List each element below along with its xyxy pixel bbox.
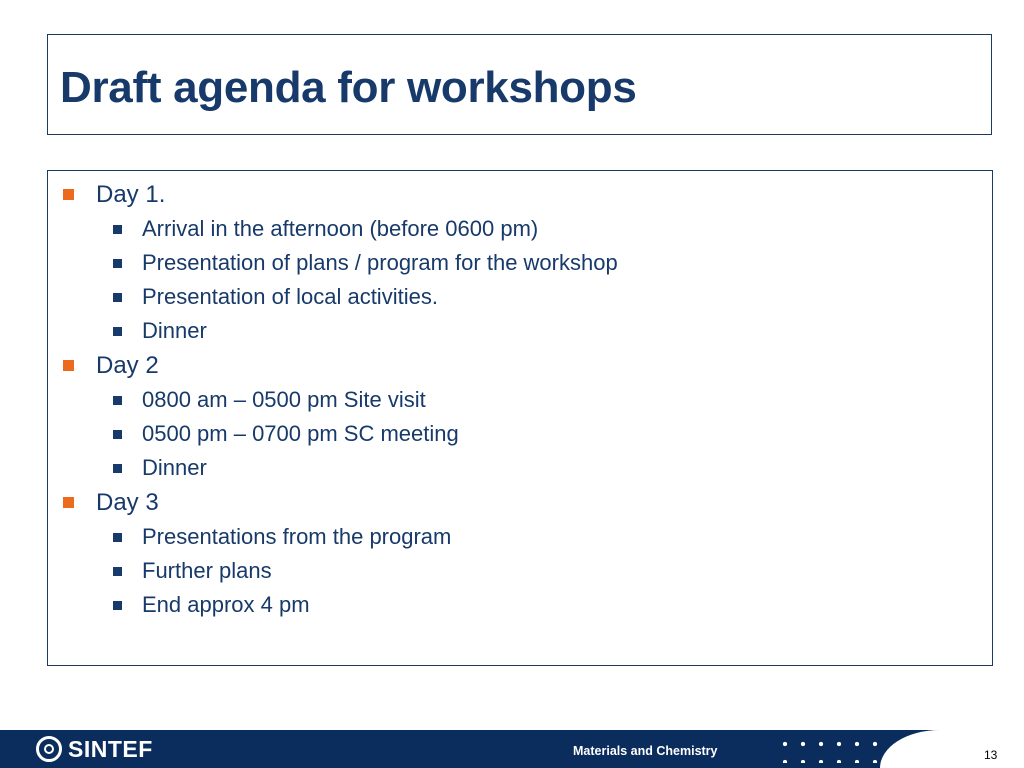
list-item — [110, 246, 618, 280]
day-heading — [60, 348, 618, 383]
list-item — [110, 417, 618, 451]
dot-pattern-icon — [776, 735, 886, 763]
item-text: End approx 4 pm — [142, 592, 310, 617]
list-item — [110, 212, 618, 246]
item-text: Dinner — [142, 318, 207, 343]
list-item — [110, 520, 618, 554]
agenda-day — [60, 485, 618, 622]
list-item — [110, 314, 618, 348]
day-heading — [60, 485, 618, 520]
day-label: Day 1. — [96, 181, 166, 208]
day-items — [110, 212, 618, 348]
list-item — [110, 280, 618, 314]
square-bullet-icon — [113, 293, 122, 302]
sintef-logo-icon — [36, 736, 62, 762]
square-bullet-icon — [113, 567, 122, 576]
square-bullet-icon — [113, 601, 122, 610]
square-bullet-icon — [113, 259, 122, 268]
square-bullet-icon — [113, 327, 122, 336]
day-items — [110, 520, 618, 622]
item-text: Presentation of plans / program for the workshop — [142, 250, 618, 275]
item-text: 0500 pm – 0700 pm SC meeting — [142, 421, 459, 446]
footer-bar — [0, 730, 1024, 768]
day-label: Day 3 — [96, 489, 159, 516]
logo-text: SINTEF — [68, 735, 153, 762]
department-label: Materials and Chemistry — [573, 744, 718, 758]
agenda-day — [60, 348, 618, 485]
item-text: Dinner — [142, 455, 207, 480]
footer-curve — [880, 730, 1024, 768]
item-text: 0800 am – 0500 pm Site visit — [142, 387, 426, 412]
sintef-logo — [36, 736, 153, 762]
list-item — [110, 451, 618, 485]
list-item — [110, 554, 618, 588]
square-bullet-icon — [63, 360, 74, 371]
day-items — [110, 383, 618, 485]
square-bullet-icon — [63, 497, 74, 508]
content-box — [47, 170, 993, 666]
agenda-list — [60, 177, 618, 622]
square-bullet-icon — [113, 396, 122, 405]
square-bullet-icon — [113, 464, 122, 473]
square-bullet-icon — [113, 533, 122, 542]
day-label: Day 2 — [96, 352, 159, 379]
agenda-day — [60, 177, 618, 348]
item-text: Presentations from the program — [142, 524, 452, 549]
square-bullet-icon — [113, 430, 122, 439]
square-bullet-icon — [63, 189, 74, 200]
square-bullet-icon — [113, 225, 122, 234]
list-item — [110, 588, 618, 622]
title-box — [47, 34, 992, 135]
page-number: 13 — [984, 748, 998, 762]
item-text: Arrival in the afternoon (before 0600 pm) — [142, 216, 539, 241]
list-item — [110, 383, 618, 417]
item-text: Further plans — [142, 558, 272, 583]
slide-title: Draft agenda for workshops — [60, 63, 637, 112]
item-text: Presentation of local activities. — [142, 284, 438, 309]
day-heading — [60, 177, 618, 212]
